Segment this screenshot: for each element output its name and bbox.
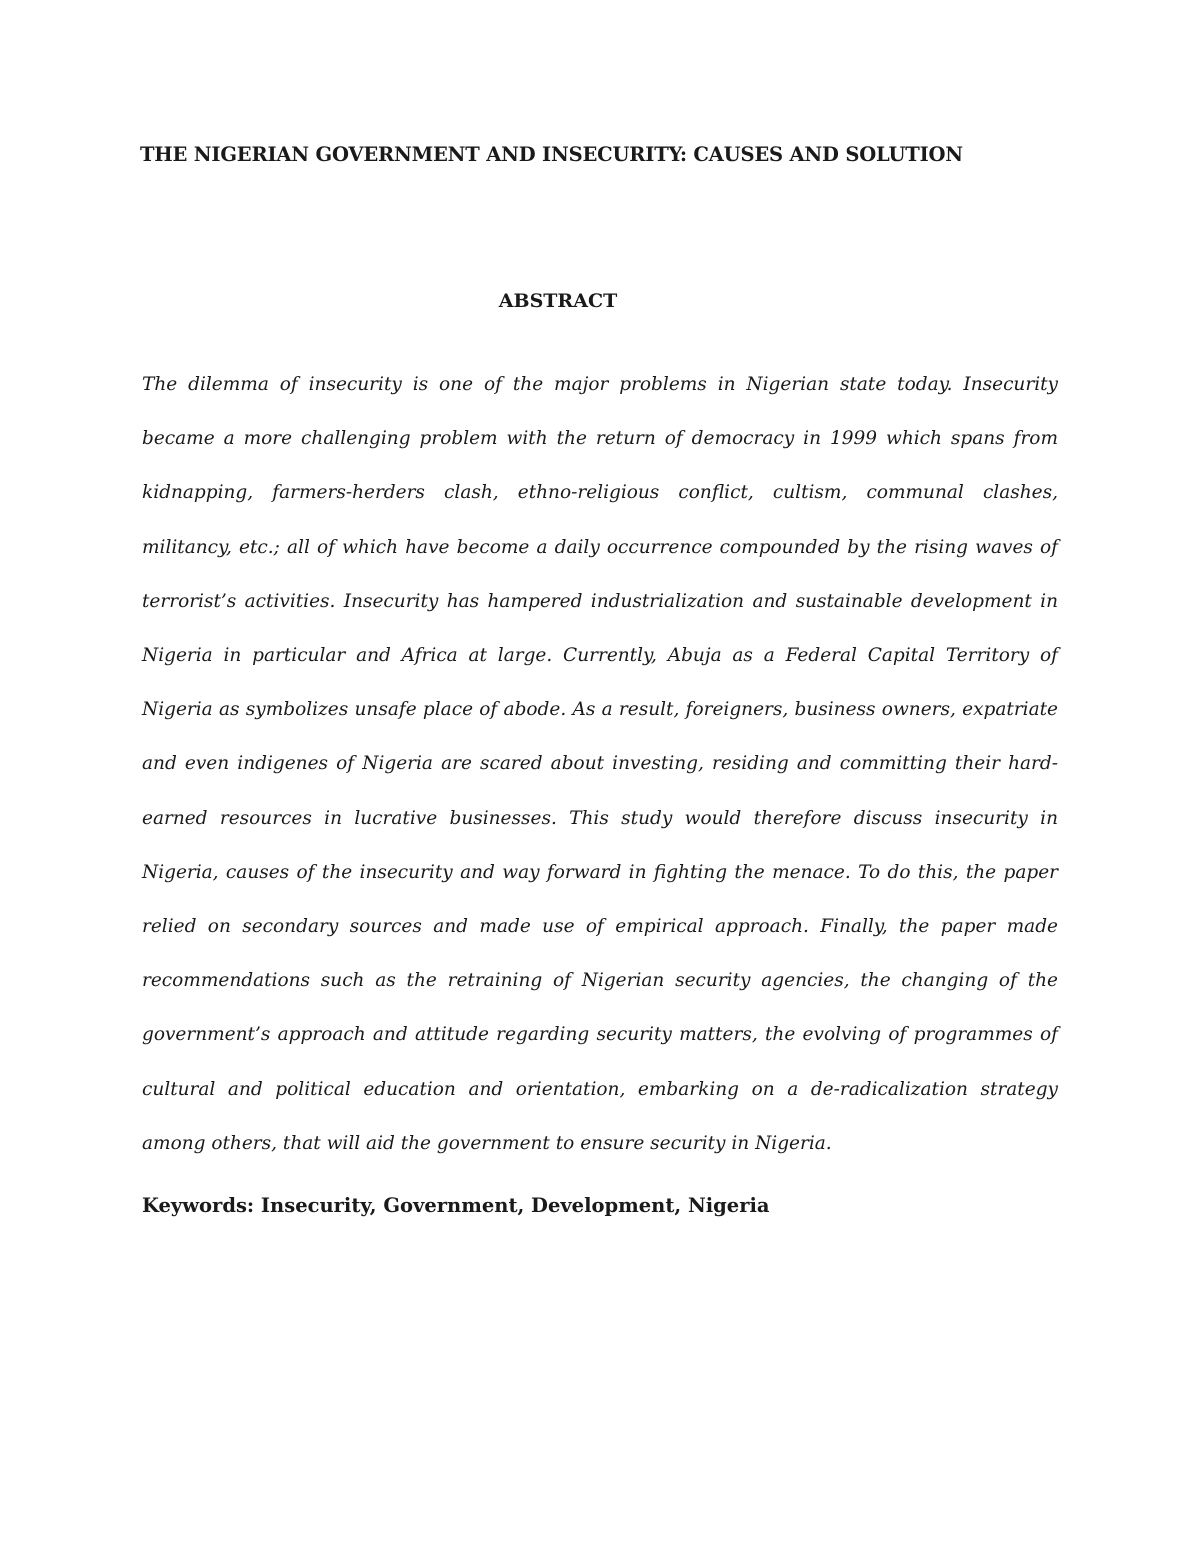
abstract-body: The dilemma of insecurity is one of the major problems in Nigerian state today. Insecurity became a more challenging problem with the return of democracy in 1999 which spans from kidnapping, farmers-herders clash, ethno-religious conflict, cultism, communal clashes, militancy, etc.; all of which have become a daily occurrence compounded by the rising waves of terrorist’s activities. Insecurity has hampered industrialization and sustainable development in Nigeria in particular and Africa at large. Currently, Abuja as a Federal Capital Territory of Nigeria as symbolizes unsafe place of abode. As a result, foreigners, business owners, expatriate and even indigenes of Nigeria are scared about investing, residing and committing their hard-earned resources in lucrative businesses. This study would therefore discuss insecurity in Nigeria, causes of the insecurity and way forward in fighting the menace. To do this, the paper relied on secondary sources and made use of empirical approach. Finally, the paper made recommendations such as the retraining of Nigerian security agencies, the changing of the government’s approach and attitude regarding security matters, the evolving of programmes of cultural and political education and orientation, embarking on a de-radicalization strategy among others, that will aid the government to ensure security in Nigeria. (142, 374, 1058, 1154)
document-title: THE NIGERIAN GOVERNMENT AND INSECURITY: CAUSES AND SOLUTION (140, 143, 963, 166)
abstract-heading: ABSTRACT (498, 290, 618, 312)
keywords-line: Keywords: Insecurity, Government, Development, Nigeria (142, 1194, 770, 1217)
